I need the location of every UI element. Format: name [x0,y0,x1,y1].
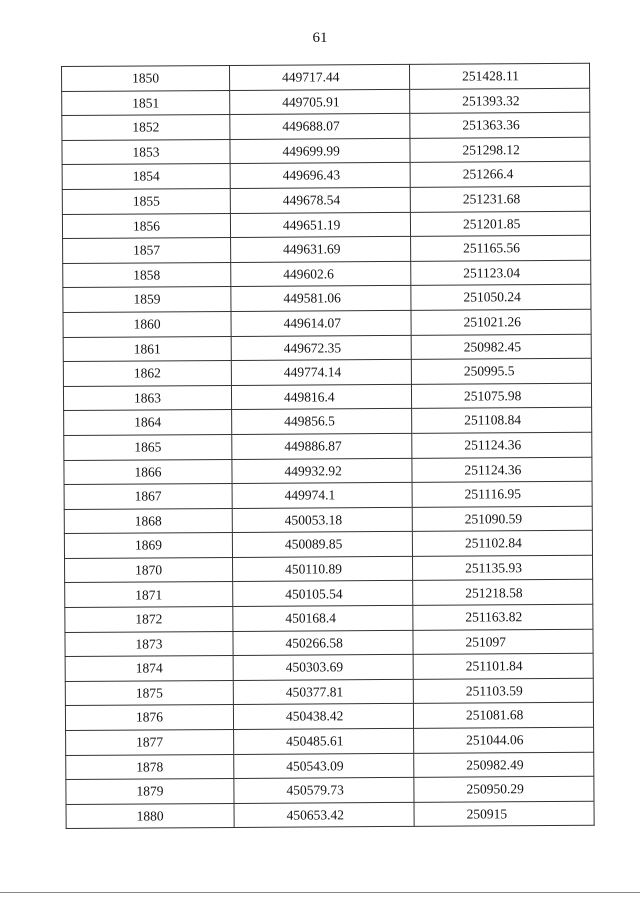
x-coordinate-cell: 449631.69 [231,237,411,263]
x-coordinate-cell: 450543.09 [234,753,414,779]
y-coordinate-cell: 251393.32 [410,88,590,114]
table-row [66,727,594,755]
table-row [65,678,593,706]
table-row [64,531,592,559]
x-coordinate-cell: 449602.6 [231,261,411,287]
x-coordinate-cell: 449705.91 [230,89,410,115]
y-coordinate-cell: 250915 [414,801,594,827]
point-number-cell: 1866 [64,459,232,485]
table-row [63,260,591,288]
y-coordinate-cell: 251124.36 [412,457,592,483]
x-coordinate-cell: 449672.35 [231,335,411,361]
point-number-cell: 1879 [66,779,234,805]
point-number-cell: 1877 [66,729,234,755]
table-row [62,137,590,165]
y-coordinate-cell: 251090.59 [412,506,592,532]
table-row [62,162,590,190]
y-coordinate-cell: 251201.85 [410,211,590,237]
point-number-cell: 1854 [62,164,230,190]
x-coordinate-cell: 449699.99 [230,138,410,164]
x-coordinate-cell: 450266.58 [233,630,413,656]
point-number-cell: 1858 [63,262,231,288]
point-number-cell: 1867 [64,484,232,510]
page-number: 61 [312,30,328,46]
x-coordinate-cell: 449651.19 [230,212,410,238]
y-coordinate-cell: 251218.58 [413,580,593,606]
coordinate-table [61,63,595,830]
point-number-cell: 1861 [63,336,231,362]
point-number-cell: 1875 [65,680,233,706]
table-row [65,703,593,731]
point-number-cell: 1857 [63,238,231,264]
table-row [64,457,592,485]
table-row [65,555,593,583]
y-coordinate-cell: 251266.4 [410,162,590,188]
point-number-cell: 1855 [62,188,230,214]
bottom-rule [0,892,640,893]
table-row [64,506,592,534]
y-coordinate-cell: 250995.5 [411,358,591,384]
x-coordinate-cell: 449856.5 [232,409,412,435]
table-row [62,112,590,140]
x-coordinate-cell: 450053.18 [232,507,412,533]
table-row [65,654,593,682]
x-coordinate-cell: 449696.43 [230,163,410,189]
point-number-cell: 1865 [64,434,232,460]
y-coordinate-cell: 251123.04 [411,260,591,286]
point-number-cell: 1874 [65,656,233,682]
x-coordinate-cell: 449886.87 [232,433,412,459]
table-row [63,309,591,337]
point-number-cell: 1872 [65,607,233,633]
table-row [63,285,591,313]
table-row [64,481,592,509]
y-coordinate-cell: 251163.82 [413,604,593,630]
x-coordinate-cell: 449774.14 [231,359,411,385]
y-coordinate-cell: 251050.24 [411,285,591,311]
y-coordinate-cell: 251135.93 [413,555,593,581]
x-coordinate-cell: 450377.81 [233,679,413,705]
point-number-cell: 1868 [64,508,232,534]
table-row [63,383,591,411]
point-number-cell: 1869 [64,533,232,559]
point-number-cell: 1873 [65,631,233,657]
point-number-cell: 1880 [66,803,234,829]
table-row [62,211,590,239]
y-coordinate-cell: 251102.84 [412,531,592,557]
x-coordinate-cell: 449688.07 [230,114,410,140]
y-coordinate-cell: 251021.26 [411,309,591,335]
y-coordinate-cell: 251116.95 [412,481,592,507]
y-coordinate-cell: 250982.49 [414,752,594,778]
point-number-cell: 1862 [63,361,231,387]
x-coordinate-cell: 449816.4 [231,384,411,410]
table-row [66,752,594,780]
y-coordinate-cell: 251108.84 [412,408,592,434]
y-coordinate-cell: 251231.68 [410,186,590,212]
x-coordinate-cell: 449974.1 [232,482,412,508]
table-row [66,776,594,804]
point-number-cell: 1871 [65,582,233,608]
table-row [64,432,592,460]
point-number-cell: 1878 [66,754,234,780]
x-coordinate-cell: 449581.06 [231,286,411,312]
y-coordinate-cell: 251363.36 [410,112,590,138]
point-number-cell: 1852 [62,115,230,141]
x-coordinate-cell: 449717.44 [229,64,409,90]
x-coordinate-cell: 450579.73 [234,778,414,804]
point-number-cell: 1876 [65,705,233,731]
y-coordinate-cell: 251428.11 [409,63,589,89]
y-coordinate-cell: 251081.68 [413,703,593,729]
point-number-cell: 1860 [63,311,231,337]
point-number-cell: 1859 [63,287,231,313]
point-number-cell: 1856 [62,213,230,239]
point-number-cell: 1864 [64,410,232,436]
table-row [65,604,593,632]
table-row [64,408,592,436]
point-number-cell: 1850 [62,65,230,91]
table-row [62,63,590,91]
y-coordinate-cell: 251165.56 [411,235,591,261]
y-coordinate-cell: 251097 [413,629,593,655]
x-coordinate-cell: 449932.92 [232,458,412,484]
table-row [66,801,594,829]
table-row [63,358,591,386]
y-coordinate-cell: 251075.98 [411,383,591,409]
y-coordinate-cell: 251044.06 [414,727,594,753]
y-coordinate-cell: 251298.12 [410,137,590,163]
x-coordinate-cell: 450438.42 [233,704,413,730]
y-coordinate-cell: 250950.29 [414,776,594,802]
point-number-cell: 1853 [62,139,230,165]
table-row [62,186,590,214]
x-coordinate-cell: 450089.85 [232,532,412,558]
x-coordinate-cell: 450168.4 [233,605,413,631]
x-coordinate-cell: 449614.07 [231,310,411,336]
point-number-cell: 1851 [62,90,230,116]
x-coordinate-cell: 450303.69 [233,655,413,681]
table-row [62,88,590,116]
point-number-cell: 1870 [65,557,233,583]
y-coordinate-cell: 251124.36 [412,432,592,458]
table-row [65,629,593,657]
coordinate-table-body [62,63,595,829]
x-coordinate-cell: 450485.61 [234,728,414,754]
table-row [63,235,591,263]
y-coordinate-cell: 251101.84 [413,654,593,680]
x-coordinate-cell: 450653.42 [234,802,414,828]
x-coordinate-cell: 450110.89 [233,556,413,582]
x-coordinate-cell: 450105.54 [233,581,413,607]
point-number-cell: 1863 [63,385,231,411]
x-coordinate-cell: 449678.54 [230,187,410,213]
y-coordinate-cell: 251103.59 [413,678,593,704]
y-coordinate-cell: 250982.45 [411,334,591,360]
table-row [65,580,593,608]
table-row [63,334,591,362]
